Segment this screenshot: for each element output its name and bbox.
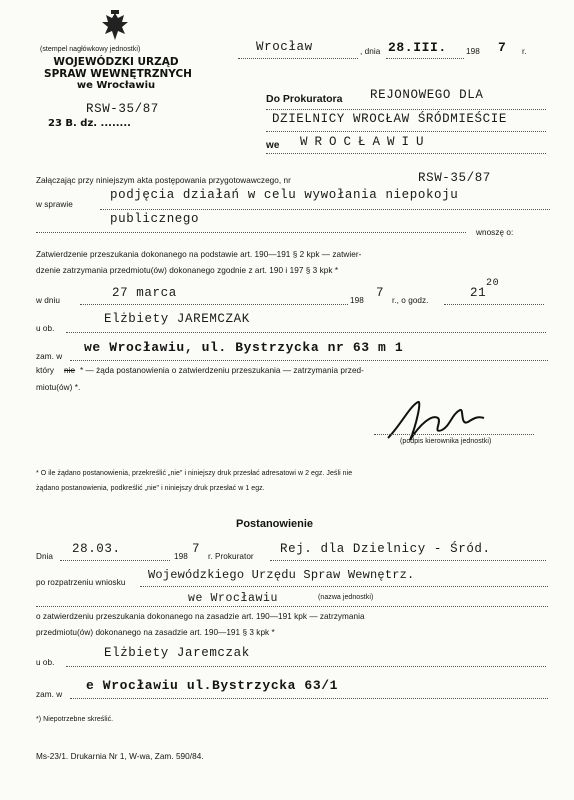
- who-line-2: miotu(ów) *.: [36, 383, 81, 392]
- matter-line-2: publicznego: [110, 212, 200, 226]
- prosecutor-value: Rej. dla Dzielnicy - Śród.: [280, 542, 491, 556]
- person-value: Elżbiety JAREMCZAK: [104, 312, 250, 326]
- prosecutor-label: r. Prokurator: [208, 552, 254, 561]
- who-rest: * — żąda postanowienia o zatwierdzeniu przeszukania — zatrzymania przed-: [80, 366, 364, 375]
- addressee-prefix: we: [266, 140, 280, 151]
- year-prefix: 198: [466, 47, 480, 56]
- decision-heading: Postanowienie: [236, 518, 314, 530]
- addressee-line-2: DZIELNICY WROCŁAW ŚRÓDMIEŚCIE: [272, 112, 507, 126]
- decision-year-prefix: 198: [174, 552, 188, 561]
- stamp-extra: 23 B. dz. ........: [48, 118, 131, 129]
- year-r: r.: [522, 47, 527, 56]
- request-para-line-2: dzenie zatrzymania przedmiotu(ów) dokonanego zgodnie z art. 190 i 197 § 3 kpk *: [36, 266, 339, 275]
- decision-date-value: 28.03.: [72, 542, 121, 556]
- motion-value: Wojewódzkiego Urzędu Spraw Wewnętrz.: [148, 568, 415, 582]
- request-word: wnoszę o:: [476, 228, 514, 237]
- stamp-line-2: SPRAW WEWNĘTRZNYCH: [44, 68, 192, 80]
- approve-line-2: przedmiotu(ów) dokonanego na zasadzie art. 190—191 § 3 kpk *: [36, 628, 275, 637]
- matter-line-1: podjęcia działań w celu wywołania niepokoju: [110, 188, 459, 202]
- decision-person-label: u ob.: [36, 658, 55, 667]
- emblem-eagle-icon: [100, 10, 130, 44]
- day-label: w dniu: [36, 296, 60, 305]
- document-year: 7: [498, 40, 507, 55]
- decision-residence-label: zam. w: [36, 690, 63, 699]
- document-city: Wrocław: [256, 40, 313, 54]
- request-year-prefix: 198: [350, 296, 364, 305]
- stamp-line-3: we Wrocławiu: [76, 80, 156, 91]
- addressee-label: Do Prokuratora: [266, 93, 343, 105]
- who-label: który: [36, 366, 54, 375]
- residence-value: we Wrocławiu, ul. Bystrzycka nr 63 m 1: [84, 340, 404, 355]
- day-value: 27 marca: [112, 286, 177, 300]
- request-footnote-line-1: * O ile żądano postanowienia, przekreślić „nie" i niniejszy druk przesłać adresatowi w 2 egz. Jeśli nie: [36, 470, 353, 477]
- decision-residence-value: e Wrocławiu ul.Bystrzycka 63/1: [86, 678, 339, 693]
- request-year-value: 7: [376, 286, 385, 300]
- request-intro: Załączając przy niniejszym akta postępowania przygotowawczego, nr: [36, 176, 291, 185]
- decision-footnote: *) Niepotrzebne skreślić.: [36, 716, 114, 723]
- stamp-line-1: WOJEWÓDZKI URZĄD: [53, 56, 179, 68]
- stamp-caption: (stempel nagłówkowy jednostki): [40, 46, 141, 53]
- matter-label: w sprawie: [36, 200, 73, 209]
- decision-date-label: Dnia: [36, 552, 54, 561]
- signature-caption: (podpis kierownika jednostki): [400, 438, 492, 445]
- time-minutes: 20: [486, 278, 500, 289]
- reference-number: RSW-35/87: [86, 102, 159, 116]
- person-label: u ob.: [36, 324, 55, 333]
- motion-value-2: we Wrocławiu: [188, 592, 279, 605]
- document-date: 28.III.: [388, 40, 447, 55]
- time-value: 21: [470, 286, 487, 300]
- request-para-line-1: Zatwierdzenie przeszukania dokonanego na podstawie art. 190—191 § 2 kpk — zatwier-: [36, 250, 362, 259]
- approve-line-1: o zatwierdzeniu przeszukania dokonanego na zasadzie art. 190—191 kpk — zatrzymania: [36, 612, 365, 621]
- addressee-line-1: REJONOWEGO DLA: [370, 88, 484, 102]
- decision-year-value: 7: [192, 542, 201, 556]
- decision-person-value: Elżbiety Jaremczak: [104, 646, 250, 660]
- addressee-city: WROCŁAWIU: [300, 135, 431, 149]
- case-number: RSW-35/87: [418, 171, 491, 185]
- time-label: r., o godz.: [392, 296, 429, 305]
- date-label: , dnia: [360, 47, 381, 56]
- motion-label: po rozpatrzeniu wniosku: [36, 578, 126, 587]
- who-struck: nie: [64, 366, 76, 375]
- print-info: Ms-23/1. Drukarnia Nr 1, W-wa, Zam. 590/84.: [36, 752, 204, 761]
- residence-label: zam. w: [36, 352, 63, 361]
- unit-caption: (nazwa jednostki): [318, 594, 374, 601]
- request-footnote-line-2: żądano postanowienia, podkreślić „nie" i niniejszy druk przesłać w 1 egz.: [36, 485, 265, 492]
